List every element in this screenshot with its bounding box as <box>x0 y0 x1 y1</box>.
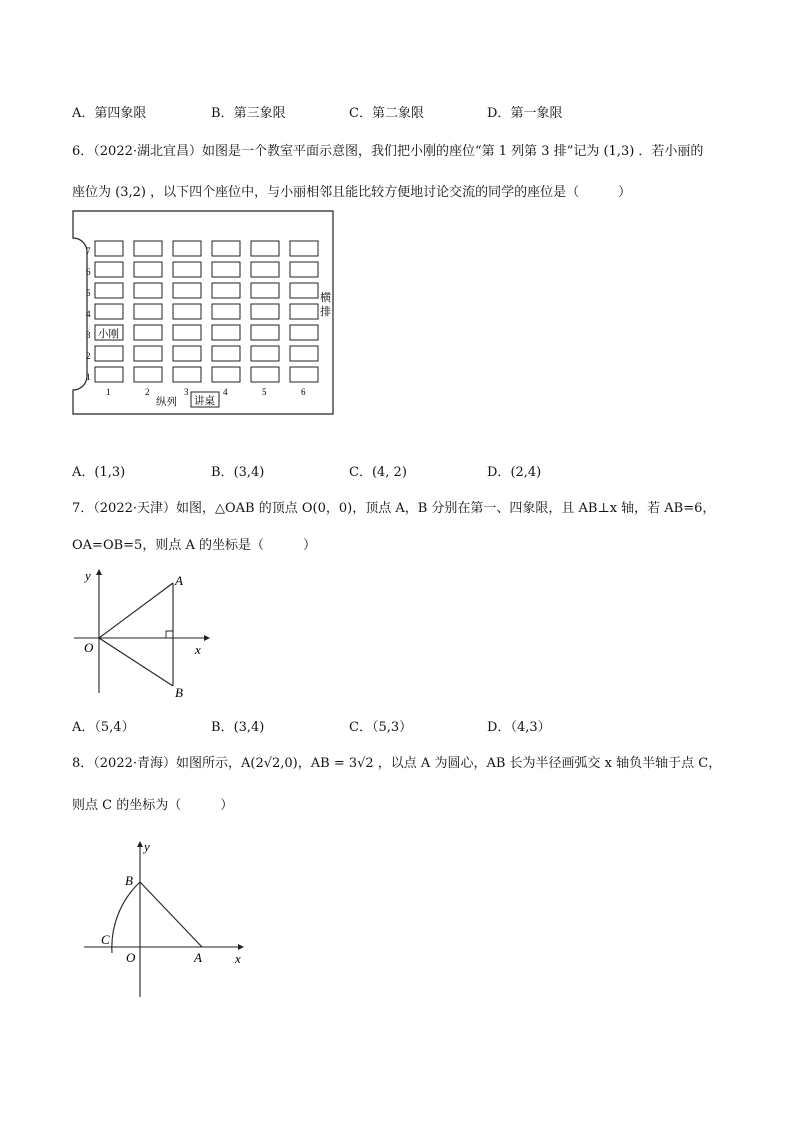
seat <box>95 367 123 382</box>
seat <box>134 262 162 277</box>
col-label-6: 6 <box>301 387 306 397</box>
seat <box>251 304 279 319</box>
label-x: x <box>235 951 241 966</box>
seat <box>212 241 240 256</box>
q7-stem-line2: OA=OB=5，则点 A 的坐标是（ ） <box>72 538 316 553</box>
label-x: x <box>195 642 201 657</box>
seat <box>134 283 162 298</box>
label-y: y <box>144 839 150 854</box>
seat <box>251 283 279 298</box>
xiaogang-label: 小刚 <box>98 329 119 340</box>
seat <box>212 367 240 382</box>
bottom-label-zonglie: 纵列 <box>156 397 177 408</box>
seat <box>134 241 162 256</box>
seat <box>95 283 123 298</box>
q6-option-c: C．(4, 2) <box>349 465 407 480</box>
seat <box>290 283 318 298</box>
label-b: B <box>125 873 133 888</box>
seat <box>173 241 201 256</box>
seat <box>212 262 240 277</box>
q7-option-a: A．（5,4） <box>72 720 135 735</box>
seat <box>173 346 201 361</box>
seat <box>212 283 240 298</box>
seat <box>134 367 162 382</box>
q6-stem-line1: 6．（2022·湖北宜昌）如图是一个教室平面示意图，我们把小刚的座位“第 1 列第 3 排”记为 (1,3) ．若小丽的 <box>72 144 704 159</box>
side-label-pai: 排 <box>320 306 331 318</box>
q7-option-b: B．(3,4) <box>211 720 265 735</box>
q7-option-d: D．（4,3） <box>487 720 551 735</box>
seat <box>212 325 240 340</box>
seat <box>290 367 318 382</box>
row-label-6: 6 <box>86 267 91 277</box>
row-label-5: 5 <box>86 288 91 298</box>
seat <box>251 325 279 340</box>
seat-grid <box>95 241 318 382</box>
triangle-oab-figure <box>70 563 215 703</box>
seat <box>251 241 279 256</box>
y-axis-arrow <box>137 841 143 847</box>
q7-stem-line1: 7．（2022·天津）如图，△OAB 的顶点 O(0，0)，顶点 A，B 分别在第一、四象限，且 AB⊥x 轴，若 AB=6， <box>72 501 716 516</box>
row-label-2: 2 <box>86 351 91 361</box>
q8-stem-line2: 则点 C 的坐标为（ ） <box>72 798 234 813</box>
seat <box>290 262 318 277</box>
seat <box>173 325 201 340</box>
seat <box>212 304 240 319</box>
seat <box>290 241 318 256</box>
segment-ab <box>140 882 202 947</box>
x-axis-arrow <box>238 944 244 950</box>
x-axis-arrow <box>204 635 210 641</box>
side-label-heng: 横 <box>320 292 331 304</box>
seat <box>95 241 123 256</box>
seat <box>173 367 201 382</box>
label-o: O <box>84 640 94 655</box>
col-label-3: 3 <box>184 387 189 397</box>
label-y: y <box>85 568 91 583</box>
arc-figure <box>80 835 255 1000</box>
seat <box>134 325 162 340</box>
seat <box>251 262 279 277</box>
row-label-7: 7 <box>86 246 91 256</box>
seat <box>173 283 201 298</box>
seat <box>134 346 162 361</box>
q5-option-b: B．第三象限 <box>211 106 286 121</box>
q6-option-a: A．(1,3) <box>72 465 126 480</box>
q5-option-c: C．第二象限 <box>349 106 424 121</box>
seat <box>173 304 201 319</box>
q6-stem-line2: 座位为 (3,2) ，以下四个座位中，与小丽相邻且能比较方便地讨论交流的同学的座位是（ ） <box>72 185 632 200</box>
col-label-1: 1 <box>106 387 111 397</box>
right-angle-mark <box>166 631 173 638</box>
seat <box>173 262 201 277</box>
label-o: O <box>126 950 136 965</box>
q5-option-d: D．第一象限 <box>487 106 563 121</box>
classroom-figure <box>70 208 336 418</box>
arc-bc <box>112 882 140 953</box>
q7-option-c: C．（5,3） <box>349 720 413 735</box>
row-label-1: 1 <box>86 372 91 382</box>
seat <box>251 367 279 382</box>
seat <box>251 346 279 361</box>
col-label-4: 4 <box>223 387 228 397</box>
label-b: B <box>175 685 183 700</box>
col-label-2: 2 <box>145 387 150 397</box>
seat <box>212 346 240 361</box>
seat <box>290 304 318 319</box>
seat <box>290 325 318 340</box>
label-a: A <box>194 950 202 965</box>
segment-ob <box>99 638 173 686</box>
row-label-4: 4 <box>86 309 91 319</box>
q6-option-b: B．(3,4) <box>211 465 265 480</box>
segment-oa <box>99 583 173 638</box>
q8-stem-line1: 8．（2022·青海）如图所示，A(2√2,0)，AB = 3√2 ，以点 A 为圆心，AB 长为半径画弧交 x 轴负半轴于点 C， <box>72 756 722 771</box>
row-label-3: 3 <box>86 330 91 340</box>
seat <box>95 304 123 319</box>
seat <box>95 262 123 277</box>
label-c: C <box>101 932 110 947</box>
seat <box>290 346 318 361</box>
q5-option-a: A．第四象限 <box>72 106 147 121</box>
col-label-5: 5 <box>262 387 267 397</box>
seat <box>95 346 123 361</box>
q6-option-d: D．(2,4) <box>487 465 542 480</box>
seat <box>134 304 162 319</box>
desk-label: 讲桌 <box>194 396 215 407</box>
y-axis-arrow <box>96 569 102 575</box>
label-a: A <box>175 573 183 588</box>
